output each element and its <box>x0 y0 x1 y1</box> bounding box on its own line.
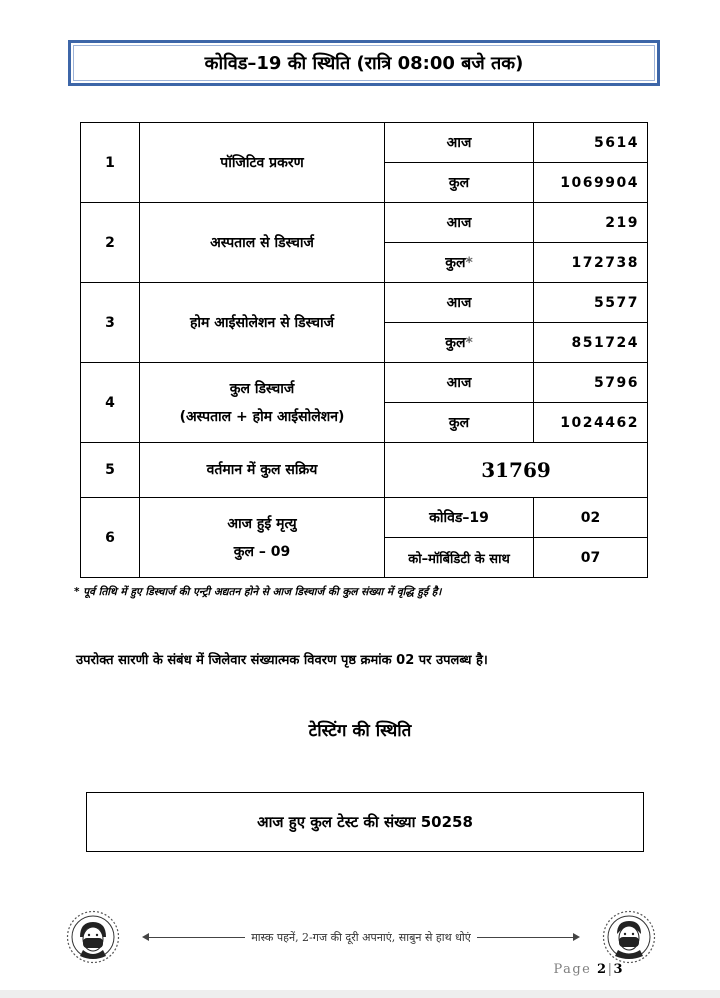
sub-label-today: आज <box>385 203 534 243</box>
footnote: * पूर्व तिथि में हुए डिस्चार्ज की एन्ट्री अद्यतन होने से आज डिस्चार्ज की कुल संख्या में वृद्धि हुई है। <box>74 586 442 598</box>
serial-number: 1 <box>81 123 140 203</box>
table-row <box>81 443 648 498</box>
page-bottom-edge <box>0 990 720 998</box>
row-description: पॉजिटिव प्रकरण <box>140 123 385 203</box>
table-row <box>81 203 648 243</box>
row-description-line2: (अस्पताल + होम आईसोलेशन) <box>179 408 345 425</box>
page-title: कोविड–19 की स्थिति (रात्रि 08:00 बजे तक) <box>204 53 524 74</box>
active-label: वर्तमान में कुल सक्रिय <box>140 443 385 498</box>
district-note: उपरोक्त सारणी के संबंध में जिलेवार संख्यात्मक विवरण पृष्ठ क्रमांक 02 पर उपलब्ध है। <box>76 653 488 668</box>
table-row <box>81 363 648 403</box>
sub-label-total: कुल <box>385 163 534 203</box>
row-description: होम आईसोलेशन से डिस्चार्ज <box>140 283 385 363</box>
serial-number: 6 <box>81 498 140 578</box>
value-today: 5796 <box>534 363 648 403</box>
masked-face-icon <box>602 910 656 964</box>
sub-label-today: आज <box>385 363 534 403</box>
testing-count-text: आज हुए कुल टेस्ट की संख्या 50258 <box>257 813 473 831</box>
row-description: अस्पताल से डिस्चार्ज <box>140 203 385 283</box>
deaths-total-label: कुल – 09 <box>233 543 291 560</box>
testing-heading: टेस्टिंग की स्थिति <box>308 721 412 741</box>
testing-box <box>86 792 644 852</box>
page-separator: | <box>607 962 614 977</box>
sub-label-total: कुल* <box>385 243 534 283</box>
sub-label-today: आज <box>385 123 534 163</box>
value-covid-deaths: 02 <box>534 498 648 538</box>
value-today: 5614 <box>534 123 648 163</box>
value-total: 1069904 <box>534 163 648 203</box>
serial-number: 5 <box>81 443 140 498</box>
page-number <box>553 962 624 977</box>
serial-number: 4 <box>81 363 140 443</box>
slogan-text: मास्क पहनें, 2-गज की दूरी अपनाएं, साबुन से हाथ धोएं <box>251 931 471 944</box>
page-title-box <box>68 40 660 86</box>
row-description <box>140 363 385 443</box>
masked-face-icon <box>66 910 120 964</box>
slogan-row <box>144 930 578 945</box>
left-arrow-icon <box>144 937 245 938</box>
value-total: 172738 <box>534 243 648 283</box>
deaths-description <box>140 498 385 578</box>
table-row <box>81 123 648 163</box>
page-total: 3 <box>613 962 624 977</box>
value-today: 5577 <box>534 283 648 323</box>
sub-label-total: कुल <box>385 403 534 443</box>
page-current: 2 <box>597 962 608 977</box>
serial-number: 2 <box>81 203 140 283</box>
table-row <box>81 283 648 323</box>
deaths-today-label: आज हुई मृत्यु <box>227 515 297 532</box>
covid-status-table <box>80 122 648 578</box>
serial-number: 3 <box>81 283 140 363</box>
value-total: 851724 <box>534 323 648 363</box>
row-description-line1: कुल डिस्चार्ज <box>229 380 295 397</box>
value-comorbidity-deaths: 07 <box>534 538 648 578</box>
slogan-strip <box>66 910 656 966</box>
active-cases-value: 31769 <box>385 443 648 498</box>
sub-label-covid: कोविड–19 <box>385 498 534 538</box>
right-arrow-icon <box>477 937 578 938</box>
sub-label-comorbidity: को–मॉर्बिडिटी के साथ <box>385 538 534 578</box>
value-today: 219 <box>534 203 648 243</box>
sub-label-today: आज <box>385 283 534 323</box>
page-label: Page <box>553 962 592 977</box>
sub-label-total: कुल* <box>385 323 534 363</box>
table-row <box>81 498 648 538</box>
value-total: 1024462 <box>534 403 648 443</box>
